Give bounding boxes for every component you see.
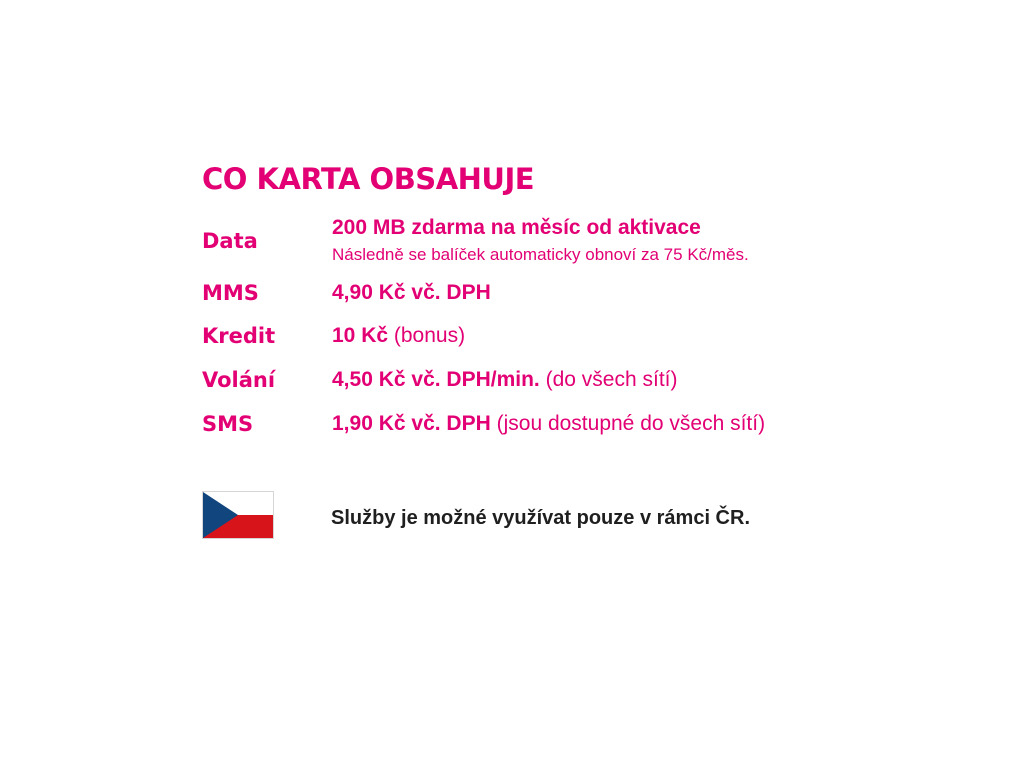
feature-value-strong: 4,50 Kč vč. DPH/min.: [332, 368, 540, 391]
feature-label: Volání: [202, 368, 276, 392]
feature-subtext: Následně se balíček automaticky obnoví za 75 Kč/měs.: [332, 245, 749, 264]
feature-value-note: (jsou dostupné do všech sítí): [490, 412, 766, 435]
feature-value: [332, 324, 465, 348]
feature-label: MMS: [202, 281, 259, 305]
feature-value-strong: 1,90 Kč vč. DPH: [332, 412, 491, 435]
feature-value-note: (bonus): [388, 324, 466, 347]
feature-value-strong: 200 MB zdarma na měsíc od aktivace: [332, 216, 701, 239]
feature-label: Kredit: [202, 324, 276, 348]
feature-value: [332, 412, 765, 436]
feature-value: [332, 216, 701, 240]
feature-label: Data: [202, 229, 258, 253]
feature-value-note: (do všech sítí): [539, 368, 678, 391]
czech-flag-graphic: [203, 492, 273, 538]
czech-flag-icon: [202, 491, 274, 539]
coverage-note: Služby je možné využívat pouze v rámci ČR.: [331, 507, 751, 529]
feature-label: SMS: [202, 412, 254, 436]
feature-value-strong: 10 Kč: [332, 324, 389, 347]
feature-value-strong: 4,90 Kč vč. DPH: [332, 281, 491, 304]
feature-value: [332, 368, 677, 392]
section-title: CO KARTA OBSAHUJE: [202, 162, 535, 196]
feature-value: [332, 281, 491, 305]
